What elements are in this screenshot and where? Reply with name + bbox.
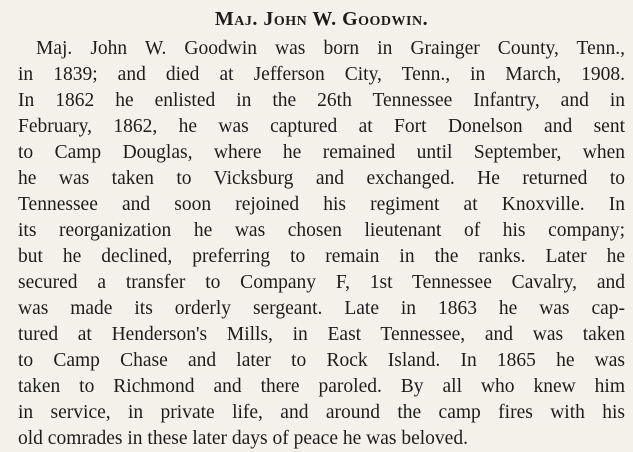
text-line: in service, in private life, and around the camp fires with his xyxy=(18,402,625,423)
text-line: but he declined, preferring to remain in the ranks. Later he xyxy=(18,246,625,267)
text-line: was made its orderly sergeant. Late in 1863 he was cap- xyxy=(18,298,625,319)
text-line: old comrades in these later days of peace he was beloved. xyxy=(18,428,468,449)
text-line: Maj. John W. Goodwin was born in Grainger County, Tenn., xyxy=(36,38,625,59)
text-line: tured at Henderson's Mills, in East Tennessee, and was taken xyxy=(18,324,625,345)
text-line: he was taken to Vicksburg and exchanged. He returned to xyxy=(18,168,625,189)
text-line: Tennessee and soon rejoined his regiment at Knoxville. In xyxy=(18,194,625,215)
text-line: In 1862 he enlisted in the 26th Tennessee Infantry, and in xyxy=(18,90,625,111)
page-title: Maj. John W. Goodwin. xyxy=(214,8,429,30)
text-line: secured a transfer to Company F, 1st Tennessee Cavalry, and xyxy=(18,272,625,293)
text-line: February, 1862, he was captured at Fort Donelson and sent xyxy=(18,116,625,137)
biography-paragraph xyxy=(18,36,625,452)
text-line: its reorganization he was chosen lieutenant of his company; xyxy=(18,220,625,241)
text-line: taken to Richmond and there paroled. By all who knew him xyxy=(18,376,625,397)
text-line: to Camp Douglas, where he remained until September, when xyxy=(18,142,625,163)
text-line: to Camp Chase and later to Rock Island. In 1865 he was xyxy=(18,350,625,371)
text-line: in 1839; and died at Jefferson City, Tenn., in March, 1908. xyxy=(18,64,625,85)
